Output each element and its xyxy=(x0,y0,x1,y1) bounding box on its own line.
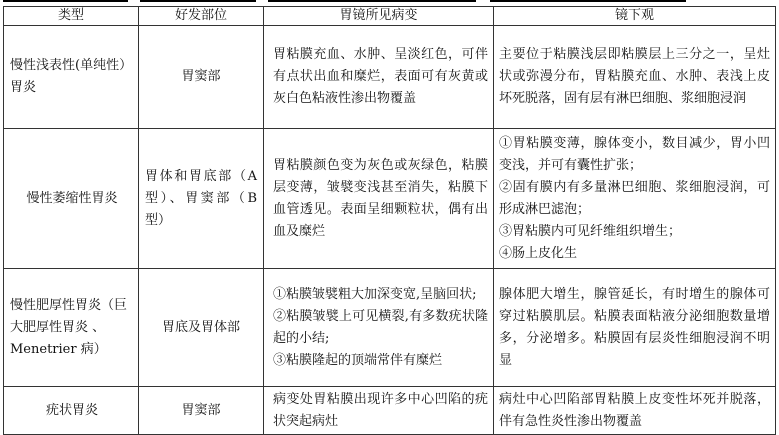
row-site: 胃体和胃底部（A 型）、胃窦部（B 型） xyxy=(139,129,264,269)
gastritis-comparison-table xyxy=(3,6,776,435)
row-type: 慢性肥厚性胃炎（巨大肥厚性胃炎 、 Menetrier 病） xyxy=(4,269,139,387)
micro-point: ③胃粘膜内可见纤维组织增生； xyxy=(499,223,682,239)
gross-point: ③粘膜隆起的顶端常伴有糜烂 xyxy=(273,352,443,368)
row-micro: 病灶中心凹陷部胃粘膜上皮变性坏死并脱落，伴有急性炎性渗出物覆盖 xyxy=(494,387,776,435)
header-site: 好发部位 xyxy=(139,7,264,26)
table-row xyxy=(4,26,776,129)
header-row xyxy=(4,7,776,26)
row-gross xyxy=(264,269,494,387)
micro-point: ②固有膜内有多量淋巴细胞、浆细胞浸润，可形成淋巴滤泡； xyxy=(499,179,770,217)
row-gross: 胃粘膜充血、水肿、呈淡红色，可伴有点状出血和糜烂，表面可有灰黄或灰白色粘液性渗出物覆盖 xyxy=(264,26,494,129)
top-rule-segment xyxy=(140,0,256,2)
gross-point: ②粘膜皱襞上可见横裂,有多数疣状隆起的小结; xyxy=(273,308,488,346)
row-site: 胃窦部 xyxy=(139,387,264,435)
header-micro: 镜下观 xyxy=(494,7,776,26)
row-gross: 胃粘膜颜色变为灰色或灰绿色，粘膜层变薄，皱襞变浅甚至消失，粘膜下血管透见。表面呈细颗粒状，偶有出血及糜烂 xyxy=(264,129,494,269)
row-type: 慢性萎缩性胃炎 xyxy=(4,129,139,269)
top-rule-segment xyxy=(268,0,476,2)
row-micro xyxy=(494,129,776,269)
top-rule-segment xyxy=(3,0,128,2)
gross-point: ①粘膜皱襞粗大加深变宽,呈脑回状; xyxy=(273,286,477,302)
row-micro: 主要位于粘膜浅层即粘膜层上三分之一，呈灶状或弥漫分布，胃粘膜充血、水肿、表浅上皮坏死脱落，固有层有淋巴细胞、浆细胞浸润 xyxy=(494,26,776,129)
row-micro: 腺体肥大增生，腺管延长，有时增生的腺体可穿过粘膜肌层。粘膜表面粘液分泌细胞数量增多，分泌增多。粘膜固有层炎性细胞浸润不明显 xyxy=(494,269,776,387)
table-row xyxy=(4,129,776,269)
row-gross: 病变处胃粘膜出现许多中心凹陷的疣状突起病灶 xyxy=(264,387,494,435)
table-row xyxy=(4,387,776,435)
micro-point: ④肠上皮化生 xyxy=(499,245,578,261)
header-gross: 胃镜所见病变 xyxy=(264,7,494,26)
row-site: 胃窦部 xyxy=(139,26,264,129)
top-rule-segment xyxy=(490,0,686,2)
micro-point: ①胃粘膜变薄，腺体变小，数目减少，胃小凹变浅，并可有囊性扩张； xyxy=(499,135,770,173)
row-type: 疣状胃炎 xyxy=(4,387,139,435)
table-row xyxy=(4,269,776,387)
row-site: 胃底及胃体部 xyxy=(139,269,264,387)
row-type: 慢性浅表性(单纯性）胃炎 xyxy=(4,26,139,129)
header-type: 类型 xyxy=(4,7,139,26)
